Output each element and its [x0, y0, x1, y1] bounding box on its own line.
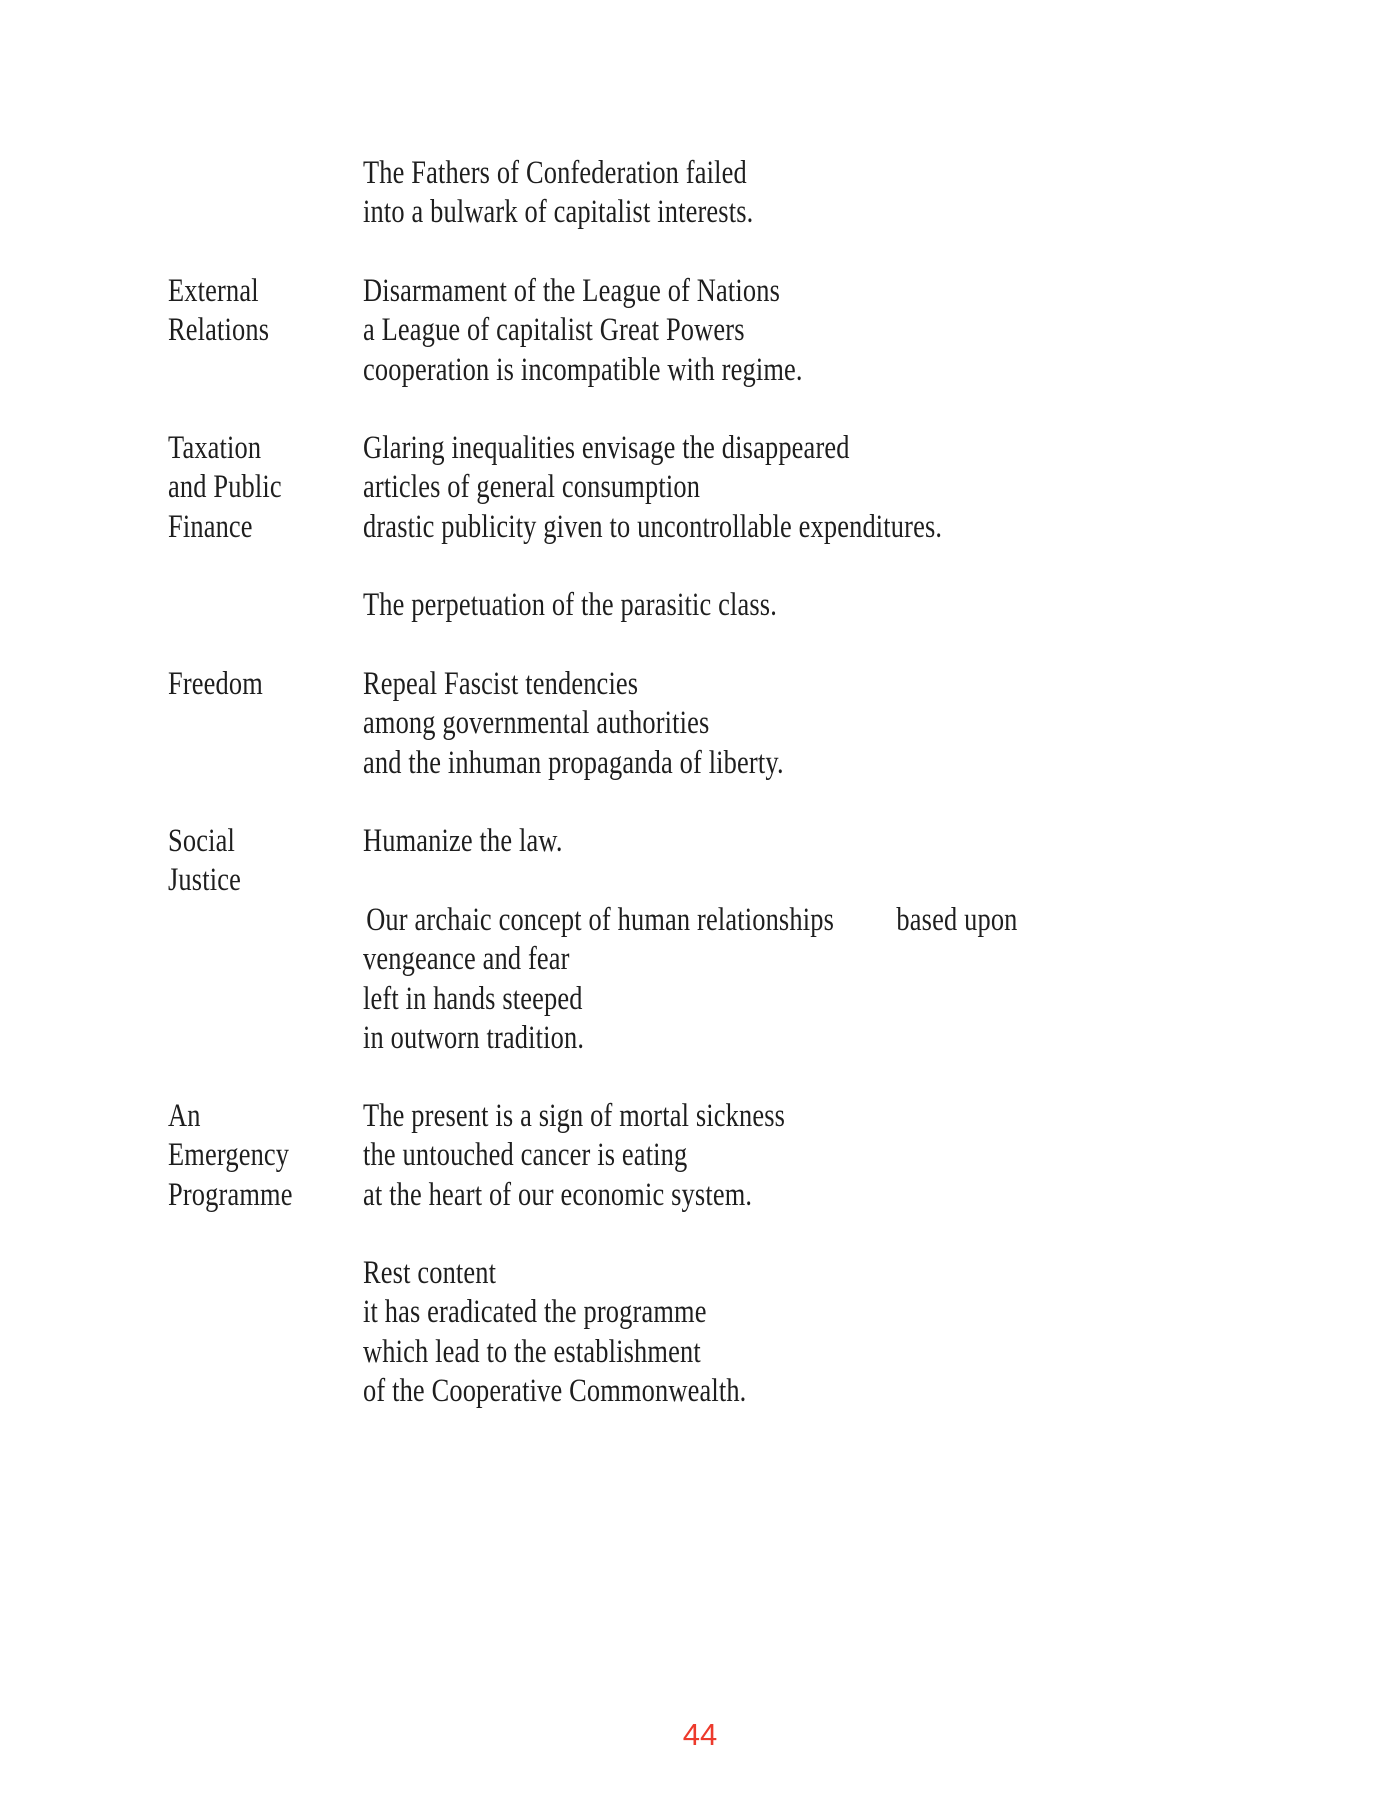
- label-line: Finance: [168, 508, 253, 545]
- margin-label-external-relations: [168, 272, 269, 351]
- stanza-4: [363, 586, 777, 625]
- margin-label-freedom: [168, 665, 263, 704]
- erasure-gap: [834, 929, 896, 930]
- margin-label-social-justice: [168, 822, 241, 901]
- stanza-9: [363, 1254, 746, 1411]
- poem-line: into a bulwark of capitalist interests.: [363, 194, 754, 231]
- margin-label-taxation-public-finance: [168, 429, 282, 547]
- poem-line: which lead to the establishment: [363, 1333, 701, 1370]
- label-line: Justice: [168, 862, 241, 899]
- poem-line: among governmental authorities: [363, 705, 710, 742]
- poem-line: The present is a sign of mortal sickness: [363, 1098, 786, 1134]
- poem-line: Rest content: [363, 1255, 497, 1291]
- label-line: Emergency: [168, 1137, 290, 1174]
- poem-line-left-fragment: Our archaic concept of human relationships: [366, 902, 835, 938]
- poem-line: at the heart of our economic system.: [363, 1176, 753, 1213]
- poem-line: cooperation is incompatible with regime.: [363, 351, 803, 388]
- poem-line-right-fragment: based upon: [896, 902, 1018, 938]
- poem-line: Repeal Fascist tendencies: [363, 666, 639, 702]
- poem-line: The Fathers of Confederation failed: [363, 155, 747, 191]
- poem-line: The perpetuation of the parasitic class.: [363, 587, 777, 623]
- label-line: and Public: [168, 469, 282, 506]
- poem-line: in outworn tradition.: [363, 1019, 585, 1056]
- poem-line: a League of capitalist Great Powers: [363, 312, 745, 349]
- label-line: External: [168, 273, 259, 309]
- poem-line: left in hands steeped: [363, 980, 583, 1017]
- stanza-7: [363, 901, 1018, 1058]
- poem-line: and the inhuman propaganda of liberty.: [363, 744, 784, 781]
- page-number: 44: [682, 1717, 718, 1752]
- stanza-1: [363, 154, 753, 233]
- poem-line: Glaring inequalities envisage the disappeared: [363, 430, 850, 466]
- poem-line-with-gap: [363, 901, 1018, 940]
- poem-line: vengeance and fear: [363, 941, 570, 978]
- stanza-5: [363, 665, 784, 783]
- stanza-8: [363, 1097, 785, 1215]
- label-line: Freedom: [168, 666, 263, 702]
- poem-line: the untouched cancer is eating: [363, 1137, 688, 1174]
- label-line: An: [168, 1098, 201, 1134]
- margin-label-emergency-programme: [168, 1097, 293, 1215]
- poem-line: Disarmament of the League of Nations: [363, 273, 781, 309]
- label-line: Relations: [168, 312, 270, 349]
- poem-line: drastic publicity given to uncontrollable expenditures.: [363, 508, 943, 545]
- label-line: Programme: [168, 1176, 293, 1213]
- poem-line: articles of general consumption: [363, 469, 701, 506]
- stanza-2: [363, 272, 803, 390]
- stanza-6: [363, 822, 563, 861]
- poem-line: Humanize the law.: [363, 823, 563, 859]
- stanza-3: [363, 429, 942, 547]
- label-line: Social: [168, 823, 235, 859]
- label-line: Taxation: [168, 430, 262, 466]
- poem-line: of the Cooperative Commonwealth.: [363, 1372, 747, 1409]
- poem-line: it has eradicated the programme: [363, 1294, 707, 1331]
